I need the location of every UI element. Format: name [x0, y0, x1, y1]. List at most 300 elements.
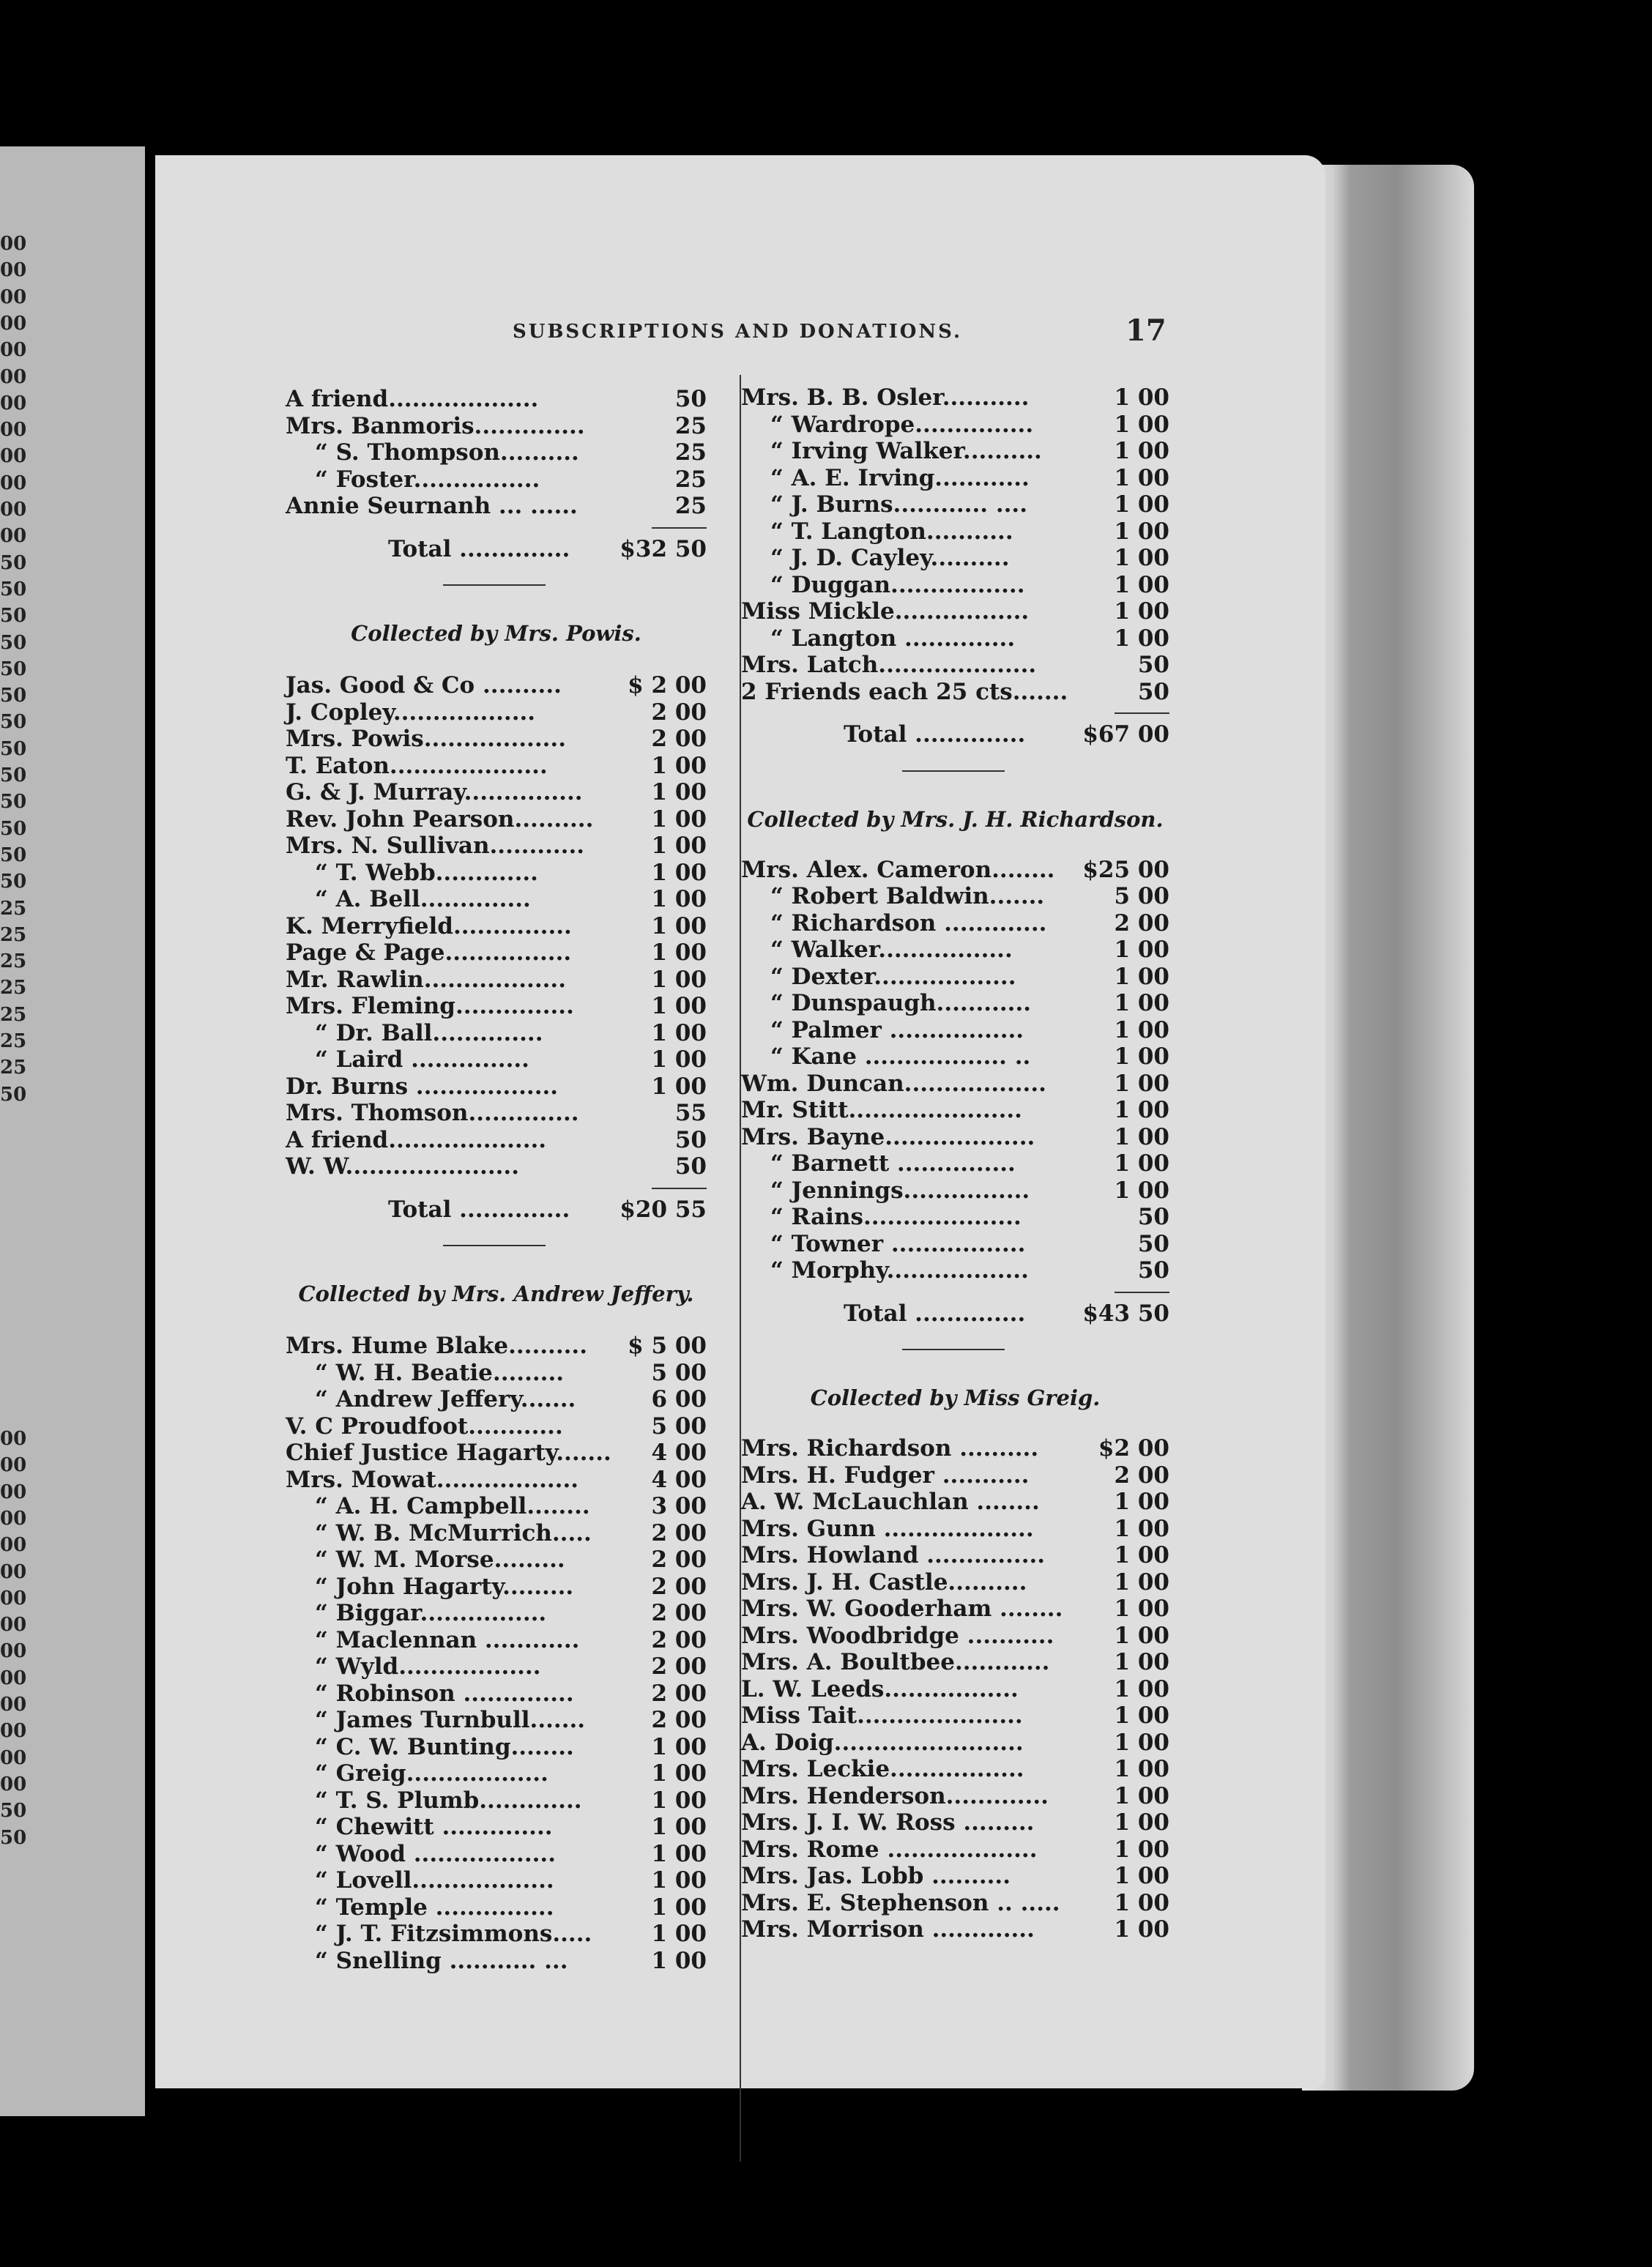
donation-amount: 50: [1137, 678, 1169, 705]
donor-name: “ T. Webb.............: [315, 859, 538, 886]
donation-amount: 1 00: [1114, 1863, 1169, 1889]
donation-row: [741, 491, 1169, 518]
donation-row: [286, 967, 707, 993]
left-page-amount: 00: [0, 525, 27, 548]
donor-name: “ W. M. Morse.........: [315, 1546, 565, 1573]
donation-amount: 1 00: [651, 1867, 707, 1894]
donation-row: [286, 913, 707, 939]
total-rule: [652, 1188, 707, 1189]
collector-heading: Collected by Mrs. J. H. Richardson.: [747, 806, 1164, 832]
left-page-amount: 00: [0, 1560, 27, 1583]
donor-name: “ W. B. McMurrich.....: [315, 1519, 592, 1546]
donor-name: Rev. John Pearson..........: [286, 805, 594, 833]
donation-row: [286, 1653, 707, 1680]
left-page-amount: 00: [0, 1614, 27, 1637]
donor-name: Jas. Good & Co ..........: [286, 672, 562, 699]
donation-row: [286, 1100, 707, 1126]
total-label: Total ..............: [388, 1196, 570, 1223]
donation-row: [286, 386, 707, 412]
donation-amount: 6 00: [651, 1386, 707, 1412]
donation-row: [286, 1787, 707, 1814]
donation-row: [741, 1836, 1169, 1863]
donation-row: [286, 1760, 707, 1787]
donor-name: “ Temple ...............: [315, 1894, 554, 1921]
donation-row: [286, 1814, 707, 1840]
total-amount: $20 55: [620, 1196, 707, 1223]
left-page-amount: 00: [0, 419, 27, 442]
donation-row: [741, 1569, 1169, 1596]
donor-name: Wm. Duncan..................: [741, 1070, 1046, 1097]
donation-row: [286, 1127, 707, 1153]
donation-row: [286, 1680, 707, 1707]
donation-row: [741, 1097, 1169, 1123]
donor-name: Mrs. Hume Blake..........: [286, 1333, 588, 1359]
donation-amount: 5 00: [651, 1412, 707, 1440]
donation-row: [741, 1435, 1169, 1462]
left-page-amount: 50: [0, 551, 27, 574]
donation-amount: 1 00: [1114, 1150, 1169, 1177]
donor-name: Dr. Burns ..................: [286, 1073, 559, 1100]
donation-amount: 5 00: [1114, 883, 1169, 909]
total-amount: $67 00: [1082, 721, 1169, 748]
donation-row: [286, 1894, 707, 1921]
donor-name: “ Maclennan ............: [315, 1626, 580, 1653]
donation-amount: 1 00: [651, 886, 707, 912]
left-page-amount: 00: [0, 472, 27, 494]
donation-row: [286, 1020, 707, 1046]
donation-row: [741, 1649, 1169, 1675]
total-label: Total ..............: [388, 535, 570, 562]
total-label: Total ..............: [844, 1300, 1026, 1327]
donation-amount: 2 00: [1114, 909, 1169, 937]
left-page-amount: 50: [0, 685, 27, 707]
donor-name: Mrs. Jas. Lobb ..........: [741, 1863, 1011, 1889]
left-page-amount: 50: [0, 1800, 27, 1823]
left-page-amount: 50: [0, 631, 27, 654]
left-page-amount: 25: [0, 1030, 27, 1052]
donor-name: “ Langton ..............: [770, 625, 1016, 652]
donation-row: [741, 1516, 1169, 1542]
donation-amount: 1 00: [1114, 1729, 1169, 1756]
donation-row: [286, 1520, 707, 1546]
donation-row: [286, 779, 707, 805]
book-gutter: [145, 146, 155, 2116]
left-page-amount: 50: [0, 791, 27, 814]
donation-amount: 1 00: [1114, 1889, 1169, 1916]
donation-amount: 1 00: [1114, 625, 1169, 652]
donation-amount: 1 00: [651, 833, 707, 859]
donor-name: “ Barnett ...............: [770, 1150, 1016, 1177]
donation-amount: 1 00: [1114, 1123, 1169, 1150]
donation-amount: 1 00: [651, 1019, 707, 1046]
donation-amount: 50: [1137, 652, 1169, 678]
total-row: [741, 721, 1169, 748]
donation-row: [286, 493, 707, 519]
donation-row: [286, 1574, 707, 1600]
donation-row: [741, 937, 1169, 963]
donor-name: Annie Seurnanh ... ......: [286, 493, 578, 519]
donation-row: [741, 1489, 1169, 1515]
donation-row: [741, 964, 1169, 990]
donation-amount: 1 00: [1114, 1016, 1169, 1043]
donor-name: V. C Proudfoot............: [286, 1412, 563, 1440]
donation-row: [741, 1231, 1169, 1257]
donor-name: Mrs. Fleming...............: [286, 993, 574, 1019]
section-separator: [902, 770, 1005, 772]
donation-amount: 1 00: [1114, 384, 1169, 411]
donor-name: Mrs. Leckie.................: [741, 1756, 1024, 1782]
donor-name: “ Dexter..................: [770, 963, 1016, 990]
donation-amount: 1 00: [651, 993, 707, 1019]
donor-name: Mrs. J. H. Castle..........: [741, 1568, 1027, 1596]
donation-row: [286, 993, 707, 1019]
donation-amount: 1 00: [651, 1840, 707, 1867]
donation-row: [286, 466, 707, 493]
donation-row: [741, 1542, 1169, 1568]
left-page-amount: 00: [0, 1667, 27, 1689]
donation-row: [286, 1413, 707, 1440]
donation-amount: 2 00: [651, 726, 707, 752]
donation-row: [286, 886, 707, 912]
donation-row: [741, 1890, 1169, 1916]
donation-row: [741, 1623, 1169, 1649]
donor-name: “ Richardson .............: [770, 909, 1047, 937]
donation-amount: 1 00: [1114, 937, 1169, 963]
donation-row: [286, 439, 707, 466]
donation-row: [741, 545, 1169, 571]
donation-amount: 2 00: [651, 1573, 707, 1600]
left-page-amount: 00: [0, 1428, 27, 1450]
left-page-amount: 50: [0, 817, 27, 840]
left-page-amount: 50: [0, 764, 27, 786]
donation-amount: 1 00: [651, 779, 707, 805]
donation-amount: 1 00: [651, 805, 707, 833]
donation-row: [741, 910, 1169, 937]
donor-name: Mrs. Mowat..................: [286, 1466, 579, 1493]
left-page-amount: 00: [0, 499, 27, 521]
donation-amount: 50: [1137, 1230, 1169, 1257]
donor-name: “ Biggar................: [315, 1600, 547, 1626]
left-page-amount: 50: [0, 711, 27, 734]
donation-amount: 2 00: [651, 1519, 707, 1546]
donation-row: [741, 572, 1169, 598]
donation-amount: 1 00: [651, 939, 707, 966]
donor-name: “ Lovell..................: [315, 1867, 554, 1894]
left-page-amount: 50: [0, 1826, 27, 1849]
donation-amount: 2 00: [651, 1707, 707, 1733]
donation-row: [286, 672, 707, 699]
left-page-amount: 25: [0, 1057, 27, 1079]
left-page-amount: 00: [0, 286, 27, 308]
donation-row: [741, 1462, 1169, 1489]
donation-amount: 50: [674, 1153, 707, 1180]
donation-amount: 1 00: [651, 1733, 707, 1760]
donation-amount: 1 00: [1114, 491, 1169, 518]
section-separator: [443, 1245, 546, 1246]
left-page-amount: 50: [0, 605, 27, 628]
donor-name: “ Laird ...............: [315, 1046, 529, 1073]
left-page-amount: 00: [0, 312, 27, 335]
total-label: Total ..............: [844, 721, 1026, 748]
column-right: [741, 384, 1169, 2003]
donation-row: [286, 860, 707, 886]
donation-amount: 2 00: [651, 1600, 707, 1626]
donor-name: T. Eaton....................: [286, 752, 548, 779]
donor-name: “ Dunspaugh............: [770, 990, 1032, 1016]
donor-name: “ Towner .................: [770, 1230, 1026, 1257]
donation-amount: 1 00: [1114, 1542, 1169, 1568]
donation-amount: 1 00: [1114, 1809, 1169, 1836]
donor-name: “ Foster................: [315, 466, 540, 493]
left-page-amount: 00: [0, 1773, 27, 1795]
donor-name: Mrs. Gunn ...................: [741, 1515, 1034, 1542]
donor-name: A. W. McLauchlan ........: [741, 1489, 1040, 1515]
donor-name: Mrs. B. B. Osler...........: [741, 384, 1030, 411]
donor-name: A friend...................: [286, 386, 539, 412]
donation-amount: 1 00: [1114, 1177, 1169, 1204]
donation-row: [741, 412, 1169, 438]
donation-row: [286, 833, 707, 859]
donor-name: Mrs. Richardson ..........: [741, 1435, 1039, 1462]
donation-row: [741, 652, 1169, 678]
left-page-amount: 50: [0, 1083, 27, 1106]
donation-row: [286, 1386, 707, 1412]
donation-amount: 1 00: [651, 1921, 707, 1947]
donation-amount: 1 00: [1114, 1702, 1169, 1729]
donor-name: “ Duggan.................: [770, 571, 1025, 598]
donor-name: Mrs. Thomson..............: [286, 1100, 579, 1126]
donation-amount: 1 00: [1114, 598, 1169, 625]
donation-amount: 2 00: [651, 1546, 707, 1573]
donation-amount: 1 00: [651, 859, 707, 886]
donation-amount: 1 00: [1114, 1596, 1169, 1622]
donation-row: [741, 990, 1169, 1016]
donation-amount: 1 00: [1114, 1836, 1169, 1863]
donation-amount: 1 00: [651, 752, 707, 779]
donor-name: “ S. Thompson..........: [315, 439, 579, 466]
donor-name: Mrs. Howland ...............: [741, 1542, 1046, 1568]
collector-heading: Collected by Miss Greig.: [810, 1385, 1101, 1410]
donation-row: [741, 1124, 1169, 1150]
donation-amount: 1 00: [1114, 1649, 1169, 1675]
donation-row: [741, 1596, 1169, 1622]
donation-amount: 1 00: [1114, 571, 1169, 598]
donor-name: “ Greig..................: [315, 1760, 548, 1787]
donation-row: [286, 1440, 707, 1466]
donation-amount: 25: [674, 466, 707, 493]
left-page-amount: 00: [0, 1640, 27, 1663]
donation-row: [741, 1863, 1169, 1889]
donor-name: J. Copley..................: [286, 699, 536, 726]
donation-row: [741, 1204, 1169, 1230]
donation-row: [286, 1333, 707, 1359]
donation-row: [286, 1867, 707, 1894]
donor-name: A friend....................: [286, 1126, 547, 1153]
donor-name: “ A. E. Irving............: [770, 464, 1030, 491]
donor-name: Mrs. Bayne...................: [741, 1123, 1035, 1150]
donor-name: “ Walker.................: [770, 937, 1013, 963]
section-separator: [902, 1349, 1005, 1350]
donor-name: Mrs. A. Boultbee............: [741, 1649, 1050, 1675]
total-rule: [1115, 1292, 1169, 1293]
donor-name: L. W. Leeds.................: [741, 1675, 1019, 1702]
left-page-amount: 00: [0, 1746, 27, 1769]
left-page-amount: 25: [0, 977, 27, 1000]
donor-name: Miss Tait.....................: [741, 1702, 1023, 1729]
donation-amount: 1 00: [1114, 411, 1169, 438]
donor-name: “ C. W. Bunting........: [315, 1733, 574, 1760]
donor-name: Mr. Stitt......................: [741, 1097, 1022, 1123]
donation-amount: 1 00: [1114, 545, 1169, 571]
donor-name: Page & Page................: [286, 939, 572, 966]
left-page-amount: 50: [0, 737, 27, 760]
donation-amount: 1 00: [651, 1947, 707, 1974]
donation-row: [286, 1734, 707, 1760]
donor-name: Mrs. Powis..................: [286, 726, 567, 752]
donor-name: “ T. Langton...........: [770, 518, 1013, 545]
donor-name: Mrs. E. Stephenson .. .....: [741, 1889, 1060, 1916]
donation-row: [286, 939, 707, 966]
donor-name: “ Wyld..................: [315, 1653, 541, 1680]
donation-row: [741, 598, 1169, 625]
donation-row: [286, 1707, 707, 1733]
donation-amount: $2 00: [1098, 1435, 1169, 1462]
left-page-amount: 00: [0, 445, 27, 468]
donor-name: G. & J. Murray...............: [286, 779, 583, 805]
left-page-amount: 00: [0, 1720, 27, 1743]
donor-name: “ Jennings................: [770, 1177, 1030, 1204]
donation-row: [286, 1360, 707, 1386]
total-row: [741, 1300, 1169, 1327]
donation-amount: 50: [1137, 1257, 1169, 1284]
donor-name: “ James Turnbull.......: [315, 1707, 586, 1733]
donor-name: Chief Justice Hagarty.......: [286, 1440, 611, 1466]
donor-name: “ Robert Baldwin.......: [770, 883, 1045, 909]
donor-name: Miss Mickle.................: [741, 598, 1030, 625]
donor-name: “ Dr. Ball..............: [315, 1019, 543, 1046]
left-page-amount: 25: [0, 897, 27, 920]
donation-amount: 2 00: [651, 1653, 707, 1680]
donor-name: K. Merryfield...............: [286, 912, 572, 939]
left-page-amount: 00: [0, 1507, 27, 1530]
total-amount: $43 50: [1082, 1300, 1169, 1327]
total-amount: $32 50: [620, 535, 707, 562]
donation-row: [741, 1756, 1169, 1782]
page-number: 17: [1125, 313, 1167, 348]
donor-name: “ Irving Walker..........: [770, 438, 1042, 464]
donation-amount: 5 00: [651, 1359, 707, 1386]
column-left: [286, 386, 707, 2004]
donation-amount: 1 00: [1114, 1622, 1169, 1649]
donation-row: [286, 1948, 707, 1974]
donor-name: Mrs. Morrison .............: [741, 1916, 1035, 1943]
donation-row: [741, 1150, 1169, 1177]
donation-amount: 4 00: [651, 1466, 707, 1493]
left-page-amount: 00: [0, 1534, 27, 1557]
donation-row: [741, 625, 1169, 652]
donor-name: W. W......................: [286, 1153, 519, 1180]
page-header: SUBSCRIPTIONS AND DONATIONS.: [513, 321, 963, 343]
donation-row: [286, 753, 707, 779]
donor-name: “ John Hagarty.........: [315, 1573, 574, 1600]
donor-name: Mr. Rawlin..................: [286, 966, 566, 993]
collector-heading: Collected by Mrs. Andrew Jeffery.: [298, 1281, 694, 1306]
donation-row: [741, 679, 1169, 705]
left-page-amount: 50: [0, 658, 27, 680]
donor-name: “ T. S. Plumb.............: [315, 1787, 582, 1814]
donation-amount: $ 5 00: [628, 1333, 707, 1359]
left-page-amount: 00: [0, 339, 27, 362]
donation-row: [286, 806, 707, 833]
left-page-amount: 50: [0, 578, 27, 600]
donation-amount: 25: [674, 493, 707, 519]
donation-amount: $25 00: [1082, 856, 1169, 883]
donation-amount: 4 00: [651, 1440, 707, 1466]
donation-amount: 2 00: [651, 1626, 707, 1653]
donor-name: “ Robinson ..............: [315, 1680, 574, 1707]
left-page-amount: 00: [0, 1454, 27, 1477]
donation-amount: 25: [674, 412, 707, 439]
donation-amount: 1 00: [651, 1787, 707, 1814]
donation-row: [741, 1809, 1169, 1836]
donor-name: “ Kane .................. ..: [770, 1043, 1031, 1070]
left-page-amount: 00: [0, 259, 27, 282]
donor-name: “ Morphy..................: [770, 1257, 1029, 1284]
donation-row: [286, 1153, 707, 1180]
donation-amount: 1 00: [1114, 990, 1169, 1016]
donor-name: “ J. T. Fitzsimmons.....: [315, 1921, 592, 1947]
donation-amount: 1 00: [1114, 1916, 1169, 1943]
donation-amount: $ 2 00: [628, 672, 707, 699]
left-page-amount: 00: [0, 392, 27, 414]
donation-row: [741, 1043, 1169, 1070]
donor-name: “ Chewitt ..............: [315, 1814, 553, 1840]
donation-amount: 25: [674, 439, 707, 466]
donor-name: Mrs. Henderson.............: [741, 1782, 1049, 1809]
donor-name: “ W. H. Beatie.........: [315, 1359, 565, 1386]
donation-row: [741, 1783, 1169, 1809]
donation-amount: 1 00: [1114, 1070, 1169, 1097]
donation-row: [741, 1257, 1169, 1284]
donation-amount: 50: [674, 1126, 707, 1153]
section-separator: [443, 584, 546, 586]
donor-name: “ A. Bell..............: [315, 886, 531, 912]
left-page-amount: 50: [0, 844, 27, 866]
donation-row: [741, 1730, 1169, 1756]
donation-row: [286, 413, 707, 439]
donor-name: Mrs. J. I. W. Ross .........: [741, 1809, 1035, 1836]
left-page-amount: 00: [0, 233, 27, 255]
donor-name: Mrs. W. Gooderham ........: [741, 1596, 1063, 1622]
donation-row: [286, 1627, 707, 1653]
total-row: [286, 536, 707, 562]
left-page-amount: 25: [0, 950, 27, 973]
donation-row: [741, 518, 1169, 545]
donation-amount: 1 00: [1114, 518, 1169, 545]
left-page-amount: 50: [0, 871, 27, 893]
donor-name: Mrs. Latch....................: [741, 652, 1037, 678]
donor-name: “ Wood ..................: [315, 1840, 556, 1867]
donor-name: “ Palmer .................: [770, 1016, 1024, 1043]
donor-name: “ J. Burns............ ....: [770, 491, 1028, 518]
left-page-amount: 00: [0, 1694, 27, 1716]
donation-amount: 1 00: [1114, 1489, 1169, 1515]
page-edge: [1302, 165, 1474, 2091]
donation-amount: 1 00: [1114, 1515, 1169, 1542]
donation-row: [741, 883, 1169, 909]
donor-name: “ Andrew Jeffery.......: [315, 1386, 576, 1412]
donor-name: Mrs. Rome ...................: [741, 1836, 1038, 1863]
